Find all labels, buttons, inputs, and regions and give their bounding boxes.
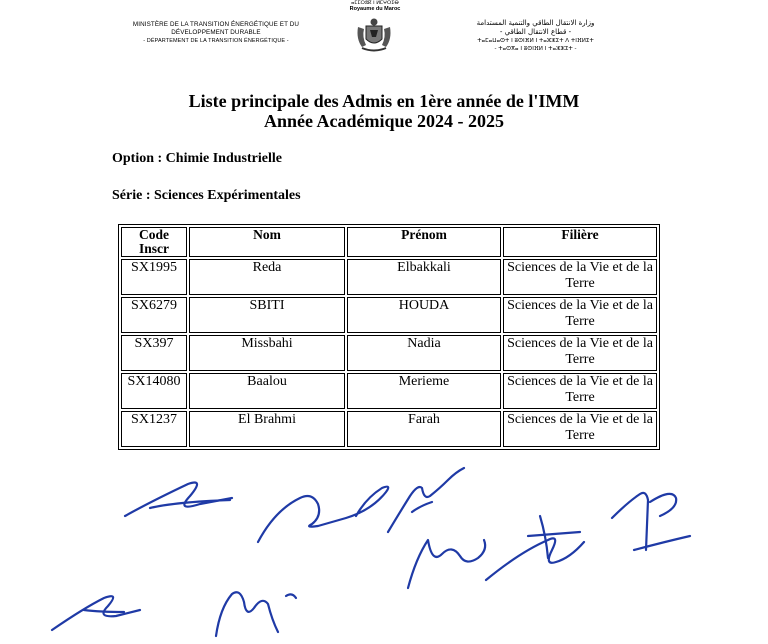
signature-1 — [125, 483, 232, 517]
cell-code: SX1237 — [121, 411, 187, 447]
header-filiere: Filière — [503, 227, 657, 257]
cell-prenom: Farah — [347, 411, 501, 447]
signature-6 — [612, 493, 690, 550]
cell-nom: Reda — [189, 259, 345, 295]
table-row — [121, 335, 657, 371]
table-row — [121, 297, 657, 333]
table-row — [121, 259, 657, 295]
kingdom-tifinagh: ⴰⵎⵎⵔⵓⴽ ⵏ ⵍⵎⵖⵔⵉⴱ — [351, 0, 399, 6]
signature-2 — [258, 487, 388, 542]
ministry-arabic-line-2: - قطاع الانتقال الطاقي - — [499, 28, 572, 36]
cell-filiere: Sciences de la Vie et de la Terre — [503, 373, 657, 409]
ministry-header-french — [96, 21, 336, 45]
cell-filiere: Sciences de la Vie et de la Terre — [503, 259, 657, 295]
header-prenom: Prénom — [347, 227, 501, 257]
document-title: Liste principale des Admis en 1ère année de l'IMM — [188, 91, 580, 111]
signatures-area — [0, 440, 768, 644]
signature-4 — [408, 540, 485, 588]
table-header-row — [121, 227, 657, 257]
admitted-students-table — [118, 224, 660, 450]
cell-nom: SBITI — [189, 297, 345, 333]
ministry-line-3: - DÉPARTEMENT DE LA TRANSITION ÉNERGÉTIQUE - — [143, 38, 289, 44]
table-row — [121, 373, 657, 409]
cell-nom: El Brahmi — [189, 411, 345, 447]
serie-label: Série : Sciences Expérimentales — [112, 188, 301, 203]
kingdom-name: Royaume du Maroc — [349, 6, 401, 12]
coat-of-arms-icon — [354, 17, 394, 53]
cell-filiere: Sciences de la Vie et de la Terre — [503, 411, 657, 447]
cell-code: SX14080 — [121, 373, 187, 409]
option-label: Option : Chimie Industrielle — [112, 151, 282, 166]
cell-prenom: Elbakkali — [347, 259, 501, 295]
ministry-tifinagh-line-2: - ⵜⴰⵙⴳⴰ ⵏ ⵓⵙⵏⴼⵍ ⵏ ⵜⴰⵣⵣⵉⵜ - — [494, 46, 577, 52]
ministry-tifinagh-line-1: ⵜⴰⵎⴰⵡⴰⵙⵜ ⵏ ⵓⵙⵏⴼⵍ ⵏ ⵜⴰⵣⵣⵉⵜ ⴷ ⵜⵏⴼⵍⵉⵜ — [477, 38, 594, 44]
cell-nom: Missbahi — [189, 335, 345, 371]
header-nom: Nom — [189, 227, 345, 257]
cell-code: SX1995 — [121, 259, 187, 295]
signature-8 — [216, 592, 296, 636]
cell-prenom: Merieme — [347, 373, 501, 409]
signature-7 — [52, 596, 140, 630]
cell-nom: Baalou — [189, 373, 345, 409]
cell-prenom: Nadia — [347, 335, 501, 371]
cell-code: SX6279 — [121, 297, 187, 333]
ministry-line-1: MINISTÈRE DE LA TRANSITION ÉNERGÉTIQUE ET DU — [132, 21, 300, 28]
ministry-arabic-line-1: وزارة الانتقال الطاقي والتنمية المستدامة — [476, 19, 595, 27]
header-code: Code Inscr — [121, 227, 187, 257]
ministry-line-2: DÉVELOPPEMENT DURABLE — [171, 29, 261, 36]
cell-code: SX397 — [121, 335, 187, 371]
cell-prenom: HOUDA — [347, 297, 501, 333]
kingdom-header — [330, 0, 420, 12]
signature-5 — [486, 516, 584, 580]
cell-filiere: Sciences de la Vie et de la Terre — [503, 335, 657, 371]
cell-filiere: Sciences de la Vie et de la Terre — [503, 297, 657, 333]
academic-year: Année Académique 2024 - 2025 — [264, 111, 504, 131]
ministry-header-arabic — [418, 19, 653, 53]
signature-3 — [388, 468, 464, 532]
